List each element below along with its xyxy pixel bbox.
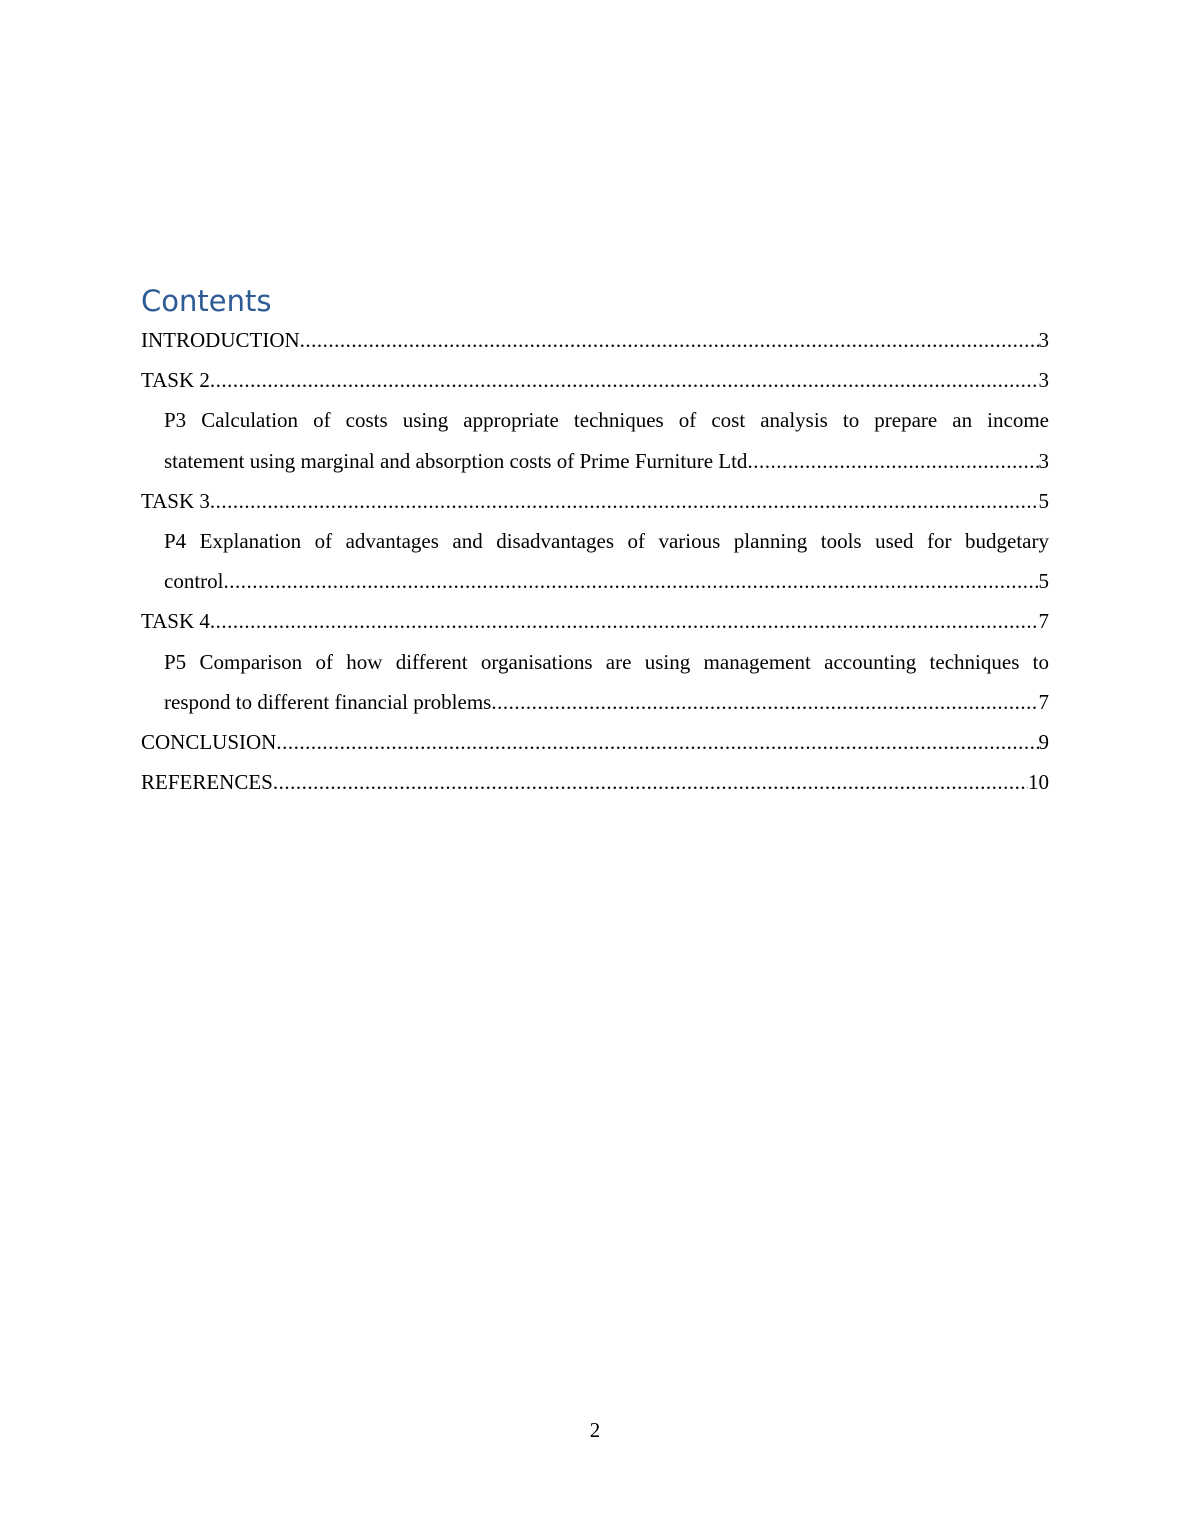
toc-entry-label: TASK 3 <box>141 488 210 513</box>
toc-entry-task-4[interactable] <box>141 601 1049 641</box>
toc-entry-first-line: P3 Calculation of costs using appropriate techniques of cost analysis to prepare an income <box>164 408 1049 433</box>
toc-entry-label: INTRODUCTION <box>141 328 300 352</box>
toc-entry-task-3[interactable] <box>141 481 1049 521</box>
toc-entry-conclusion[interactable] <box>141 722 1049 762</box>
toc-entry-page: 3 <box>1038 448 1049 473</box>
dot-leader <box>210 481 1039 521</box>
dot-leader <box>300 320 1039 360</box>
toc-entry-page: 10 <box>1028 770 1049 795</box>
dot-leader <box>273 762 1028 802</box>
toc-entry-label: TASK 2 <box>141 368 210 393</box>
toc-entry-first-line: P4 Explanation of advantages and disadvantages of various planning tools used for budgetary <box>164 529 1049 554</box>
toc-entry-page: 7 <box>1038 689 1049 714</box>
toc-entry-p3[interactable] <box>141 400 1049 480</box>
toc-entry-page: 3 <box>1038 368 1049 393</box>
toc-entry-page: 9 <box>1038 730 1049 755</box>
toc-list <box>141 320 1049 802</box>
toc-entry-label: TASK 4 <box>141 609 210 634</box>
toc-heading: Contents <box>141 284 272 318</box>
toc-entry-references[interactable] <box>141 762 1049 802</box>
toc-entry-page: 5 <box>1038 488 1049 513</box>
dot-leader <box>276 722 1038 762</box>
dot-leader <box>210 601 1039 641</box>
toc-entry-p5[interactable] <box>141 642 1049 722</box>
table-of-contents <box>141 283 1049 802</box>
toc-entry-label: control <box>164 569 224 594</box>
toc-entry-label: respond to different financial problems <box>164 689 492 714</box>
page-number: 2 <box>589 1418 601 1442</box>
toc-entry-label: statement using marginal and absorption costs of Prime Furniture Ltd <box>164 448 748 473</box>
dot-leader <box>747 441 1038 481</box>
toc-entry-page: 5 <box>1038 569 1049 594</box>
toc-entry-task-2[interactable] <box>141 360 1049 400</box>
toc-entry-introduction[interactable] <box>141 320 1049 360</box>
toc-entry-first-line: P5 Comparison of how different organisations are using management accounting techniques to <box>164 649 1049 674</box>
dot-leader <box>223 561 1038 601</box>
toc-entry-label: CONCLUSION <box>141 730 277 755</box>
toc-entry-page: 7 <box>1038 609 1049 634</box>
dot-leader <box>491 682 1038 722</box>
dot-leader <box>210 360 1039 400</box>
toc-entry-p4[interactable] <box>141 521 1049 601</box>
toc-entry-label: REFERENCES <box>141 770 273 795</box>
toc-entry-page: 3 <box>1038 328 1049 352</box>
